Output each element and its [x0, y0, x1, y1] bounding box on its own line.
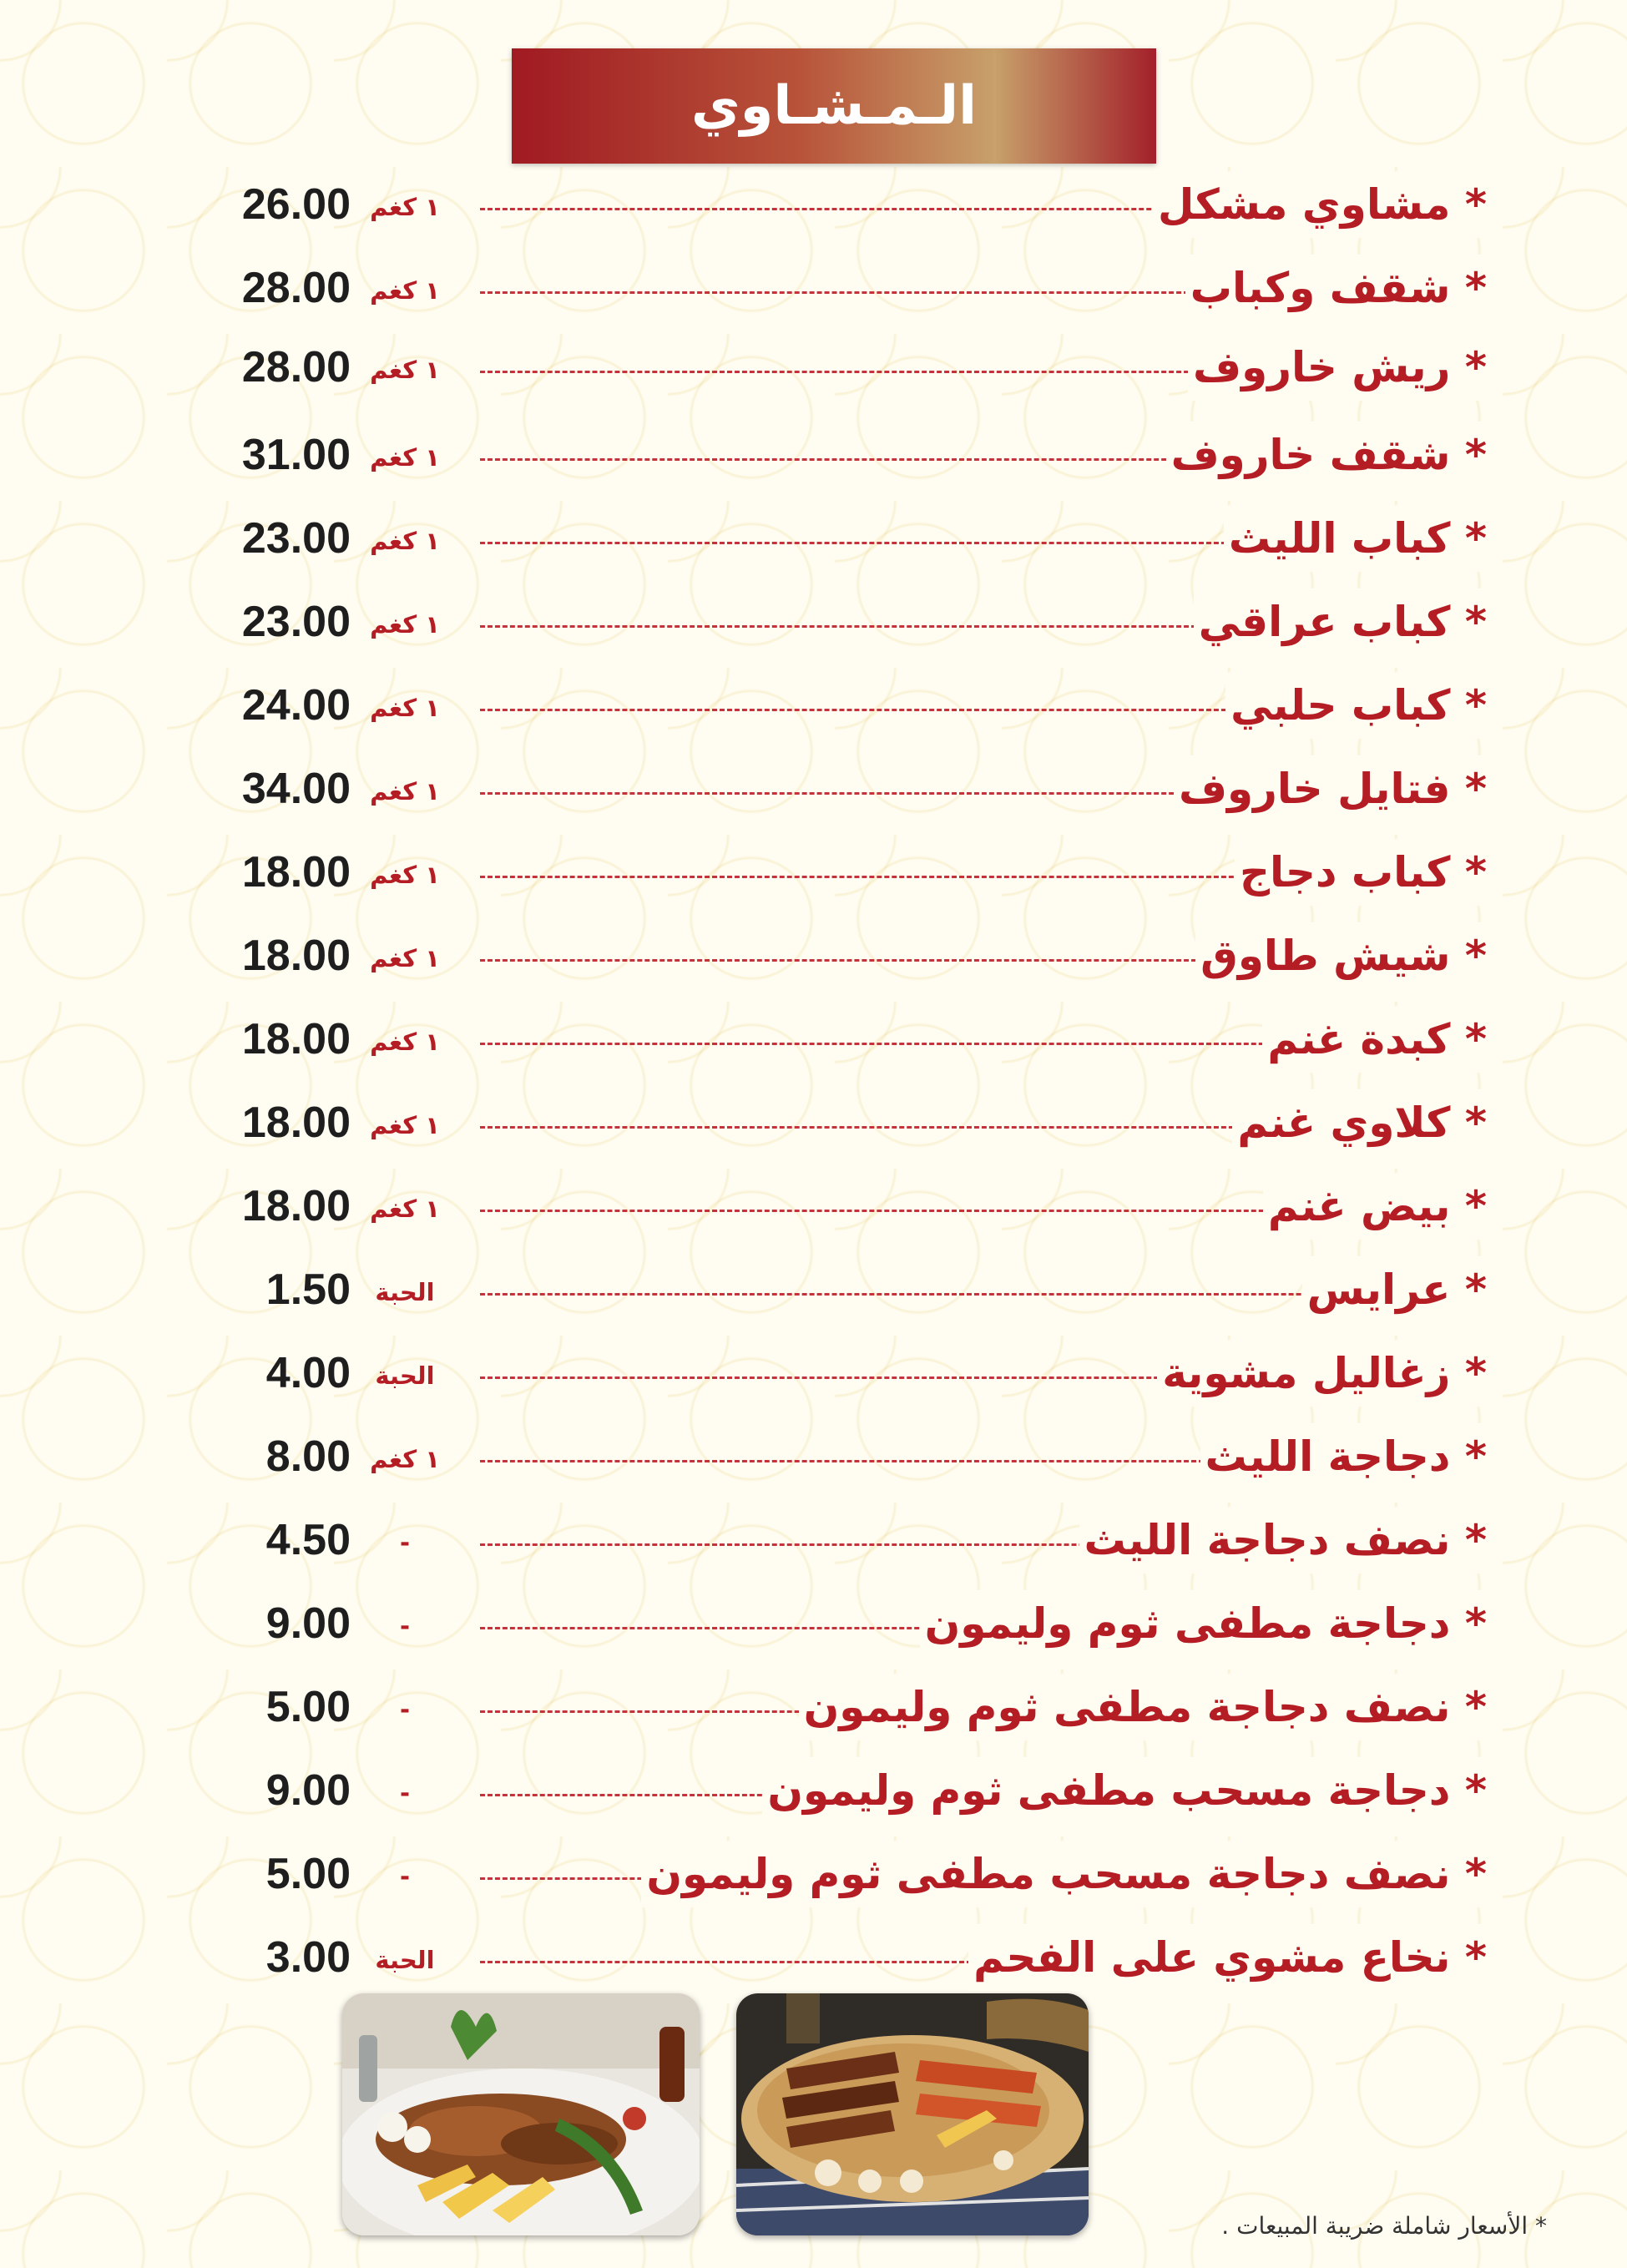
- menu-item-name: * دجاجة مسحب مطفى ثوم وليمون: [762, 1757, 1487, 1824]
- tax-footnote: * الأسعار شاملة ضريبة المبيعات .: [1221, 2212, 1547, 2240]
- menu-item-price: 28.00: [241, 343, 351, 391]
- menu-item-row: [0, 1340, 1627, 1407]
- menu-item-unit: ١ كغم: [370, 777, 440, 806]
- menu-item-unit: -: [399, 1779, 411, 1807]
- menu-item-unit: ١ كغم: [370, 944, 440, 972]
- menu-item-name: * نصف دجاجة مسحب مطفى ثوم وليمون: [641, 1841, 1487, 1907]
- menu-item-name: * كباب عراقي: [1194, 588, 1487, 655]
- menu-item-unit: ١ كغم: [370, 694, 440, 722]
- menu-item-price: 9.00: [265, 1599, 351, 1648]
- menu-item-name: * مشاوي مشكل: [1153, 171, 1487, 238]
- menu-item-row: [0, 1173, 1627, 1240]
- menu-item-row: [0, 1006, 1627, 1073]
- menu-item-name: * كباب دجاج: [1235, 839, 1487, 906]
- menu-item-row: [0, 1590, 1627, 1657]
- menu-item-price: 26.00: [241, 180, 351, 229]
- menu-item-price: 23.00: [241, 514, 351, 563]
- menu-item-unit: الحبة: [375, 1946, 435, 1974]
- menu-item-name: * عرايس: [1302, 1256, 1487, 1323]
- menu-item-price: 28.00: [241, 264, 351, 312]
- menu-item-unit: الحبة: [375, 1361, 435, 1390]
- menu-item-name: * كباب حلبي: [1225, 672, 1487, 739]
- menu-item-price: 1.50: [265, 1265, 351, 1314]
- menu-item-name: * زغاليل مشوية: [1157, 1340, 1487, 1407]
- menu-item-unit: ١ كغم: [370, 276, 440, 305]
- menu-item-row: [0, 672, 1627, 739]
- menu-item-name: * نخاع مشوي على الفحم: [968, 1924, 1487, 1991]
- menu-item-row: [0, 1674, 1627, 1740]
- menu-item-name: * شيش طاوق: [1195, 922, 1487, 989]
- menu-item-row: [0, 1507, 1627, 1573]
- menu-item-name: * شقف وكباب: [1185, 255, 1487, 321]
- menu-item-price: 34.00: [241, 765, 351, 813]
- menu-item-unit: ١ كغم: [370, 1445, 440, 1473]
- menu-item-row: [0, 422, 1627, 488]
- menu-item-price: 18.00: [241, 1099, 351, 1147]
- menu-item-unit: ١ كغم: [370, 861, 440, 889]
- menu-item-row: [0, 1423, 1627, 1490]
- menu-item-unit: ١ كغم: [370, 356, 440, 384]
- menu-item-row: [0, 505, 1627, 572]
- menu-item-unit: ١ كغم: [370, 1195, 440, 1223]
- menu-item-price: 18.00: [241, 1182, 351, 1230]
- menu-item-unit: ١ كغم: [370, 1028, 440, 1056]
- menu-item-name: * كباب الليث: [1224, 505, 1487, 572]
- menu-item-row: [0, 839, 1627, 906]
- menu-item-price: 18.00: [241, 932, 351, 980]
- menu-item-row: [0, 255, 1627, 321]
- menu-item-name: * نصف دجاجة الليث: [1079, 1507, 1487, 1573]
- page-title: الـمـشـاوي: [690, 75, 978, 137]
- menu-item-price: 31.00: [241, 431, 351, 479]
- menu-item-row: [0, 171, 1627, 238]
- menu-item-name: * نصف دجاجة مطفى ثوم وليمون: [799, 1674, 1487, 1740]
- mixed-grill-platter-photo: [342, 1993, 700, 2235]
- menu-item-name: * ريش خاروف: [1188, 334, 1487, 401]
- menu-item-row: [0, 334, 1627, 401]
- menu-item-unit: ١ كغم: [370, 527, 440, 555]
- menu-item-row: [0, 1089, 1627, 1156]
- menu-item-name: * دجاجة الليث: [1200, 1423, 1487, 1490]
- menu-item-price: 3.00: [265, 1933, 351, 1982]
- menu-item-row: [0, 922, 1627, 989]
- menu-item-price: 4.00: [265, 1349, 351, 1397]
- menu-item-row: [0, 1757, 1627, 1824]
- menu-item-price: 18.00: [241, 848, 351, 897]
- menu-item-row: [0, 1924, 1627, 1991]
- menu-item-price: 5.00: [265, 1683, 351, 1731]
- menu-item-row: [0, 588, 1627, 655]
- menu-item-name: * دجاجة مطفى ثوم وليمون: [920, 1590, 1487, 1657]
- menu-item-unit: -: [399, 1612, 411, 1640]
- menu-item-unit: الحبة: [375, 1278, 435, 1306]
- menu-item-name: * بيض غنم: [1263, 1173, 1487, 1240]
- page-title-banner: [512, 48, 1156, 164]
- kebab-platter-photo: [736, 1993, 1089, 2235]
- menu-item-price: 9.00: [265, 1766, 351, 1815]
- menu-item-name: * شقف خاروف: [1166, 422, 1487, 488]
- menu-item-row: [0, 755, 1627, 822]
- menu-item-unit: ١ كغم: [370, 443, 440, 472]
- menu-item-unit: ١ كغم: [370, 193, 440, 221]
- menu-item-name: * كبدة غنم: [1262, 1006, 1487, 1073]
- menu-item-unit: ١ كغم: [370, 610, 440, 639]
- menu-item-unit: -: [399, 1695, 411, 1724]
- menu-item-name: * كلاوي غنم: [1232, 1089, 1487, 1156]
- menu-item-row: [0, 1841, 1627, 1907]
- menu-item-price: 18.00: [241, 1015, 351, 1063]
- menu-item-price: 4.50: [265, 1516, 351, 1564]
- menu-item-name: * فتايل خاروف: [1174, 755, 1487, 822]
- menu-item-price: 23.00: [241, 598, 351, 646]
- menu-item-row: [0, 1256, 1627, 1323]
- menu-item-price: 5.00: [265, 1850, 351, 1898]
- menu-item-price: 24.00: [241, 681, 351, 730]
- menu-item-price: 8.00: [265, 1432, 351, 1481]
- dotted-leader-line: [480, 1293, 1443, 1296]
- menu-item-unit: -: [399, 1528, 411, 1557]
- menu-item-unit: ١ كغم: [370, 1111, 440, 1139]
- menu-item-unit: -: [399, 1862, 411, 1891]
